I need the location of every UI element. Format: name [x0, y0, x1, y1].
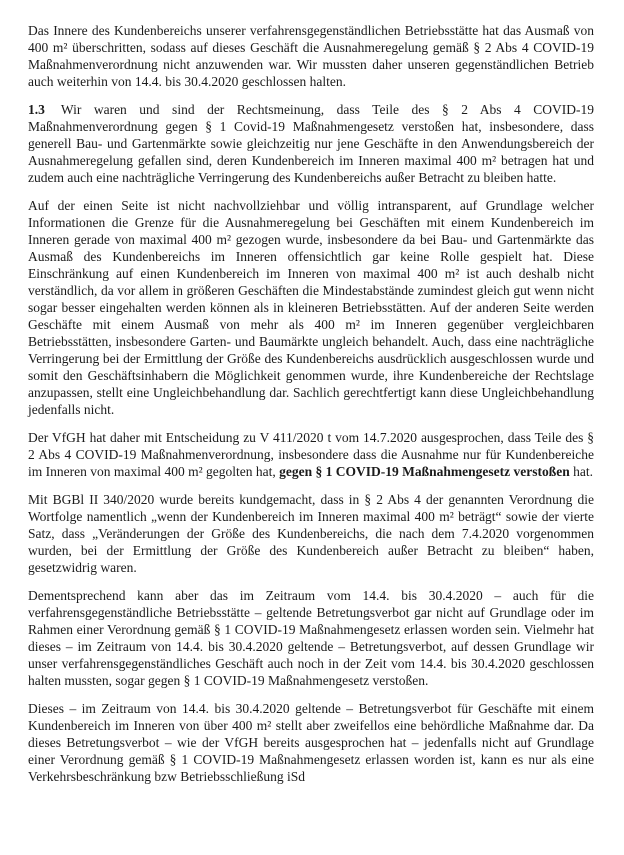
- paragraph-intro: [28, 22, 594, 90]
- bold-emphasis-text: gegen § 1 COVID-19 Maßnahmengesetz verstoßen: [279, 464, 570, 479]
- paragraph-behoerdliche-massnahme: [28, 700, 594, 785]
- paragraph-vfgh-decision: [28, 429, 594, 480]
- paragraph-text: Auf der einen Seite ist nicht nachvollziehbar und völlig intransparent, auf Grundlage welcher Informationen die Grenze für die Ausnahmeregelung bei Geschäften mit einem Kundenbereich im Inneren gerade von maximal 400 m² gezogen wurde, insbesondere da bei Bau- und Gartenmärkte das Ausmaß des Kundenbereichs im Inneren offensichtlich gar keine Rolle gespielt hat. Diese Einschränkung auf einen Kundenbereich im Inneren von maximal 400 m² ist auch deshalb nicht verständlich, da vor allem in größeren Geschäften die Mindestabstände zumindest gleich gut wenn nicht sogar besser eingehalten werden können als in kleineren Betriebsstätten. Auf der anderen Seite werden Geschäfte mit einem Ausmaß von mehr als 400 m² im Inneren gegenüber vergleichbaren Betriebsstätten, insbesondere Garten- und Baumärkte ungleich behandelt. Auch, dass eine nachträgliche Verringerung bei der Ermittlung der Größe des Kundenbereichs ausdrücklich ausgeschlossen wurde und somit den Geschäftsinhabern die Möglichkeit genommen wurde, ihre Kundenbereiche der Rechtslage anzupassen, stellt eine Ungleichbehandlung dar. Sachlich gerechtfertigt kann diese Ungleichbehandlung jedenfalls nicht.: [28, 198, 594, 417]
- paragraph-text: Der VfGH hat daher mit Entscheidung zu V 411/2020 t vom 14.7.2020 ausgesprochen, dass Teile des § 2 Abs 4 COVID-19 Maßnahmenverordnung, insbesondere dass die Ausnahme nur für Kundenbereiche im Inneren von maximal 400 m² gegolten hat,: [28, 430, 594, 479]
- paragraph-argument-inequality: [28, 197, 594, 418]
- paragraph-text: Das Innere des Kundenbereichs unserer verfahrensgegenständlichen Betriebsstätte hat das Ausmaß von 400 m² überschritten, sodass auf dieses Geschäft die Ausnahmeregelung gemäß § 2 Abs 4 COVID-19 Maßnahmenverordnung nicht anzuwenden war. Wir mussten daher unseren gegenständlichen Betrieb auch weiterhin von 14.4. bis 30.4.2020 geschlossen halten.: [28, 23, 594, 89]
- paragraph-text: Mit BGBl II 340/2020 wurde bereits kundgemacht, dass in § 2 Abs 4 der genannten Verordnung die Wortfolge namentlich „wenn der Kundenbereich im Inneren maximal 400 m² beträgt“ sowie der vierte Satz, dass „Veränderungen der Größe des Kundenbereichs, die nach dem 7.4.2020 vorgenommen wurden, bei der Ermittlung der Größe des Kundenbereich außer Betracht zu bleiben“ haben, gesetzwidrig waren.: [28, 492, 594, 575]
- section-number: 1.3: [28, 102, 45, 117]
- paragraph-text: Wir waren und sind der Rechtsmeinung, dass Teile des § 2 Abs 4 COVID-19 Maßnahmenverordnung gegen § 1 Covid-19 Maßnahmengesetz verstoßen hat, insbesondere, dass generell Bau- und Gartenmärkte sowie gleichzeitig nur jene Geschäfte in den Anwendungsbereich der Ausnahmeregelung gefallen sind, deren Kundenbereich im Inneren maximal 400 m² betragen hat und zudem auch eine nachträgliche Verringerung des Kundenbereichs außer Betracht zu bleiben hatte.: [28, 102, 594, 185]
- paragraph-text: Dieses – im Zeitraum von 14.4. bis 30.4.2020 geltende – Betretungsverbot für Geschäfte mit einem Kundenbereich im Inneren von über 400 m² stellt aber zweifellos eine behördliche Maßnahme dar. Da dieses Betretungsverbot – wie der VfGH bereits ausgesprochen hat – jedenfalls nicht auf Grundlage einer Verordnung gemäß § 1 COVID-19 Maßnahmengesetz erlassen worden ist, kann es nur als eine Verkehrsbeschränkung bzw Betriebsschließung iSd: [28, 701, 594, 784]
- paragraph-betretungsverbot-basis: [28, 587, 594, 689]
- paragraph-section-1-3: [28, 101, 594, 186]
- paragraph-text: Dementsprechend kann aber das im Zeitraum vom 14.4. bis 30.4.2020 – auch für die verfahrensgegenständliche Betriebsstätte – geltende Betretungsverbot gar nicht auf Grundlage oder im Rahmen einer Verordnung gemäß § 1 COVID-19 Maßnahmengesetz erlassen worden sein. Vielmehr hat dieses – im Zeitraum von 14.4. bis 30.4.2020 geltende – Betretungsverbot, auf dessen Grundlage wir unser verfahrensgegenständliches Geschäft auch noch in der Zeit vom 14.4. bis 30.4.2020 geschlossen halten mussten, sogar gegen § 1 COVID-19 Maßnahmengesetz verstoßen.: [28, 588, 594, 688]
- paragraph-bgbl-announcement: [28, 491, 594, 576]
- paragraph-text: hat.: [569, 464, 593, 479]
